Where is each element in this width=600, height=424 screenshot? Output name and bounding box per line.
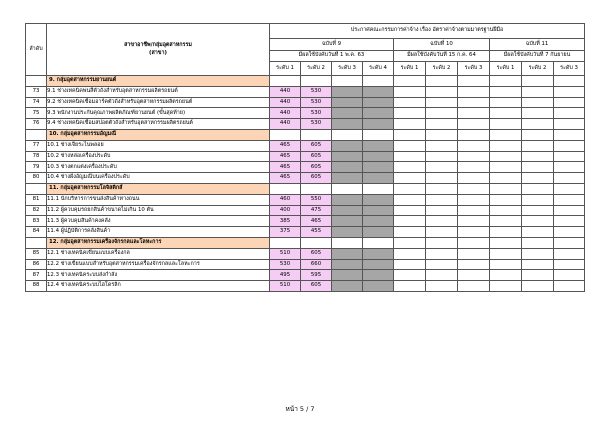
- level-header: ระดับ 2: [426, 62, 458, 76]
- edition-11-level-3: [554, 119, 585, 130]
- edition-10-level-2: [426, 259, 458, 270]
- group-blank-cell: [426, 183, 458, 194]
- occupation-name: 12.3 ช่างเทคนิคระบบส่งกำลัง: [47, 270, 270, 281]
- wage-level-1: 530: [270, 259, 301, 270]
- group-blank-cell: [490, 237, 522, 248]
- group-blank-cell: [522, 76, 554, 87]
- wage-level-1: 460: [270, 194, 301, 205]
- edition-10-effective: มีผลใช้บังคับวันที่ 15 ก.ค. 64: [394, 50, 490, 62]
- group-blank-cell: [394, 129, 426, 140]
- group-blank-cell: [490, 129, 522, 140]
- group-blank-cell: [301, 237, 332, 248]
- wage-level-3: [332, 140, 363, 151]
- edition-10-level-3: [458, 248, 490, 259]
- edition-10-level-2: [426, 86, 458, 97]
- occupation-name: 12.4 ช่างเทคนิคระบบไฮโดรลิก: [47, 281, 270, 292]
- edition-11-level-2: [522, 151, 554, 162]
- group-blank-cell: [332, 76, 363, 87]
- edition-10-level-3: [458, 140, 490, 151]
- wage-level-4: [363, 173, 394, 184]
- edition-11-level-3: [554, 248, 585, 259]
- wage-level-4: [363, 281, 394, 292]
- table-row: [26, 259, 585, 270]
- edition-10-level-1: [394, 281, 426, 292]
- edition-11-level-2: [522, 140, 554, 151]
- edition-10-level-1: [394, 205, 426, 216]
- occupation-name: 11.3 ผู้ควบคุมสินค้าคงคลัง: [47, 216, 270, 227]
- level-header: ระดับ 2: [301, 62, 332, 76]
- edition-10-level-1: [394, 216, 426, 227]
- edition-10-level-2: [426, 173, 458, 184]
- group-blank-cell: [426, 76, 458, 87]
- edition-10-label: ฉบับที่ 10: [394, 39, 490, 51]
- edition-11-level-3: [554, 140, 585, 151]
- group-blank-cell: [270, 183, 301, 194]
- announcement-title: ประกาศคณะกรรมการค่าจ้าง เรื่อง อัตราค่าจ้างตามมาตรฐานฝีมือ: [270, 24, 585, 39]
- table-row: [26, 151, 585, 162]
- wage-level-1: 495: [270, 270, 301, 281]
- wage-level-3: [332, 97, 363, 108]
- edition-10-level-1: [394, 162, 426, 173]
- wage-level-3: [332, 227, 363, 238]
- wage-level-3: [332, 281, 363, 292]
- row-number: 88: [26, 281, 47, 292]
- edition-10-level-2: [426, 108, 458, 119]
- edition-11-level-1: [490, 227, 522, 238]
- group-blank-cell: [458, 76, 490, 87]
- edition-11-level-3: [554, 97, 585, 108]
- row-number: 83: [26, 216, 47, 227]
- table-body: [26, 76, 585, 292]
- wage-level-1: 510: [270, 248, 301, 259]
- row-number: 87: [26, 270, 47, 281]
- edition-10-level-3: [458, 151, 490, 162]
- wage-level-2: 530: [301, 119, 332, 130]
- occupation-name: 11.4 ผู้ปฏิบัติการคลังสินค้า: [47, 227, 270, 238]
- wage-level-4: [363, 248, 394, 259]
- group-blank-cell: [458, 237, 490, 248]
- group-number-cell: [26, 183, 47, 194]
- level-header: ระดับ 1: [490, 62, 522, 76]
- edition-10-level-2: [426, 281, 458, 292]
- edition-10-level-1: [394, 97, 426, 108]
- edition-10-level-3: [458, 162, 490, 173]
- row-number: 78: [26, 151, 47, 162]
- wage-level-2: 605: [301, 248, 332, 259]
- wage-level-1: 440: [270, 97, 301, 108]
- level-header: ระดับ 2: [522, 62, 554, 76]
- edition-10-level-2: [426, 205, 458, 216]
- occupation-name: 9.2 ช่างเทคนิคเชื่อมอาร์คตัวถังสำหรับอุตสาหกรรมผลิตรถยนต์: [47, 97, 270, 108]
- occupation-name: 9.1 ช่างเทคนิคพ่นสีตัวถังสำหรับอุตสาหกรรมผลิตรถยนต์: [47, 86, 270, 97]
- wage-level-4: [363, 227, 394, 238]
- edition-10-level-1: [394, 119, 426, 130]
- table-row: [26, 194, 585, 205]
- edition-11-level-2: [522, 205, 554, 216]
- edition-11-level-1: [490, 151, 522, 162]
- group-blank-cell: [522, 237, 554, 248]
- group-blank-cell: [394, 76, 426, 87]
- edition-11-level-1: [490, 97, 522, 108]
- group-blank-cell: [522, 129, 554, 140]
- edition-11-level-3: [554, 194, 585, 205]
- edition-10-level-3: [458, 205, 490, 216]
- group-blank-cell: [301, 129, 332, 140]
- row-number: 80: [26, 173, 47, 184]
- edition-11-level-1: [490, 248, 522, 259]
- edition-9-label: ฉบับที่ 9: [270, 39, 394, 51]
- edition-11-level-1: [490, 216, 522, 227]
- column-header-number: ลำดับ: [26, 24, 47, 76]
- level-header: ระดับ 4: [363, 62, 394, 76]
- occupation-name: 10.2 ช่างหล่อเครื่องประดับ: [47, 151, 270, 162]
- edition-10-level-3: [458, 173, 490, 184]
- edition-10-level-2: [426, 270, 458, 281]
- occupation-name: 12.1 ช่างเทคนิคเขียนแบบเครื่องกล: [47, 248, 270, 259]
- edition-11-level-3: [554, 151, 585, 162]
- wage-level-2: 530: [301, 108, 332, 119]
- wage-level-1: 375: [270, 227, 301, 238]
- edition-10-level-3: [458, 86, 490, 97]
- edition-10-level-3: [458, 259, 490, 270]
- table-row: [26, 140, 585, 151]
- edition-11-level-2: [522, 108, 554, 119]
- wage-table: [25, 23, 585, 292]
- edition-11-level-1: [490, 270, 522, 281]
- table-header: [26, 24, 585, 76]
- wage-level-4: [363, 270, 394, 281]
- wage-level-4: [363, 194, 394, 205]
- edition-11-level-1: [490, 281, 522, 292]
- group-blank-cell: [426, 237, 458, 248]
- wage-level-4: [363, 205, 394, 216]
- column-header-occupation: [47, 24, 270, 76]
- level-header: ระดับ 1: [270, 62, 301, 76]
- edition-11-level-1: [490, 108, 522, 119]
- edition-10-level-1: [394, 270, 426, 281]
- wage-level-4: [363, 140, 394, 151]
- group-blank-cell: [554, 76, 585, 87]
- occupation-name: 11.1 นักบริหารการขนส่งสินค้าทางถนน: [47, 194, 270, 205]
- group-blank-cell: [301, 76, 332, 87]
- wage-level-3: [332, 270, 363, 281]
- page-number: หน้า 5 / 7: [285, 405, 315, 413]
- group-row: [26, 76, 585, 87]
- group-blank-cell: [332, 237, 363, 248]
- wage-level-1: 385: [270, 216, 301, 227]
- table-row: [26, 281, 585, 292]
- wage-level-4: [363, 216, 394, 227]
- wage-level-3: [332, 173, 363, 184]
- level-header: ระดับ 3: [554, 62, 585, 76]
- wage-level-1: 440: [270, 119, 301, 130]
- edition-11-label: ฉบับที่ 11: [490, 39, 585, 51]
- edition-11-level-1: [490, 162, 522, 173]
- row-number: 84: [26, 227, 47, 238]
- group-row: [26, 237, 585, 248]
- group-title: 11. กลุ่มอุตสาหกรรมโลจิสติกส์: [47, 183, 270, 194]
- wage-level-1: 465: [270, 173, 301, 184]
- group-blank-cell: [363, 129, 394, 140]
- edition-11-level-3: [554, 173, 585, 184]
- wage-level-3: [332, 205, 363, 216]
- wage-level-2: 660: [301, 259, 332, 270]
- edition-11-level-1: [490, 259, 522, 270]
- group-blank-cell: [270, 129, 301, 140]
- group-blank-cell: [270, 237, 301, 248]
- wage-level-3: [332, 108, 363, 119]
- group-blank-cell: [554, 183, 585, 194]
- table-row: [26, 216, 585, 227]
- edition-11-level-3: [554, 86, 585, 97]
- edition-11-level-2: [522, 216, 554, 227]
- table-row: [26, 227, 585, 238]
- edition-11-level-2: [522, 173, 554, 184]
- wage-level-2: 465: [301, 216, 332, 227]
- wage-level-3: [332, 194, 363, 205]
- edition-10-level-1: [394, 227, 426, 238]
- occupation-name: 10.4 ช่างฝังอัญมณีบนเครื่องประดับ: [47, 173, 270, 184]
- edition-10-level-2: [426, 227, 458, 238]
- group-blank-cell: [522, 183, 554, 194]
- edition-9-effective: มีผลใช้บังคับวันที่ 1 พ.ค. 63: [270, 50, 394, 62]
- group-blank-cell: [554, 129, 585, 140]
- group-row: [26, 129, 585, 140]
- edition-11-level-2: [522, 119, 554, 130]
- group-blank-cell: [363, 237, 394, 248]
- group-blank-cell: [490, 76, 522, 87]
- edition-10-level-3: [458, 281, 490, 292]
- group-blank-cell: [270, 76, 301, 87]
- edition-11-level-2: [522, 162, 554, 173]
- table-row: [26, 205, 585, 216]
- edition-11-level-2: [522, 227, 554, 238]
- wage-level-1: 440: [270, 108, 301, 119]
- wage-level-1: 465: [270, 140, 301, 151]
- edition-10-level-2: [426, 151, 458, 162]
- edition-10-level-2: [426, 162, 458, 173]
- group-number-cell: [26, 237, 47, 248]
- edition-10-level-1: [394, 259, 426, 270]
- wage-level-1: 465: [270, 162, 301, 173]
- wage-level-2: 605: [301, 173, 332, 184]
- row-number: 81: [26, 194, 47, 205]
- wage-level-4: [363, 108, 394, 119]
- occupation-name: 9.4 ช่างเทคนิคเชื่อมสปอตตัวถังสำหรับอุตสาหกรรมผลิตรถยนต์: [47, 119, 270, 130]
- group-blank-cell: [332, 129, 363, 140]
- edition-10-level-2: [426, 140, 458, 151]
- wage-level-4: [363, 97, 394, 108]
- table-row: [26, 270, 585, 281]
- edition-10-level-1: [394, 194, 426, 205]
- wage-level-2: 455: [301, 227, 332, 238]
- wage-level-2: 530: [301, 97, 332, 108]
- edition-10-level-1: [394, 140, 426, 151]
- group-number-cell: [26, 76, 47, 87]
- table-row: [26, 97, 585, 108]
- edition-10-level-3: [458, 227, 490, 238]
- edition-11-level-3: [554, 281, 585, 292]
- edition-11-level-2: [522, 259, 554, 270]
- group-blank-cell: [458, 129, 490, 140]
- edition-10-level-3: [458, 108, 490, 119]
- wage-level-2: 530: [301, 86, 332, 97]
- table-row: [26, 162, 585, 173]
- edition-11-level-2: [522, 281, 554, 292]
- table-row: [26, 173, 585, 184]
- group-row: [26, 183, 585, 194]
- row-number: 86: [26, 259, 47, 270]
- wage-level-3: [332, 216, 363, 227]
- edition-11-level-3: [554, 216, 585, 227]
- group-blank-cell: [363, 183, 394, 194]
- occupation-header-line2: (สาขา): [149, 49, 167, 56]
- edition-11-effective: มีผลใช้บังคับวันที่ 7 กันยายน: [490, 50, 585, 62]
- group-blank-cell: [301, 183, 332, 194]
- wage-level-2: 605: [301, 140, 332, 151]
- wage-level-2: 605: [301, 162, 332, 173]
- edition-10-level-2: [426, 119, 458, 130]
- edition-10-level-3: [458, 97, 490, 108]
- edition-10-level-2: [426, 216, 458, 227]
- edition-10-level-1: [394, 86, 426, 97]
- group-blank-cell: [458, 183, 490, 194]
- edition-11-level-1: [490, 86, 522, 97]
- wage-level-4: [363, 119, 394, 130]
- level-header: ระดับ 3: [458, 62, 490, 76]
- edition-11-level-2: [522, 248, 554, 259]
- group-number-cell: [26, 129, 47, 140]
- edition-10-level-2: [426, 97, 458, 108]
- wage-level-3: [332, 86, 363, 97]
- row-number: 79: [26, 162, 47, 173]
- edition-10-level-3: [458, 270, 490, 281]
- edition-11-level-1: [490, 205, 522, 216]
- edition-11-level-2: [522, 270, 554, 281]
- row-number: 74: [26, 97, 47, 108]
- wage-level-4: [363, 86, 394, 97]
- table-row: [26, 119, 585, 130]
- edition-10-level-3: [458, 119, 490, 130]
- wage-level-3: [332, 119, 363, 130]
- wage-level-1: 440: [270, 86, 301, 97]
- edition-11-level-3: [554, 227, 585, 238]
- group-title: 10. กลุ่มอุตสาหกรรมอัญมณี: [47, 129, 270, 140]
- row-number: 73: [26, 86, 47, 97]
- row-number: 76: [26, 119, 47, 130]
- edition-11-level-1: [490, 194, 522, 205]
- wage-level-3: [332, 162, 363, 173]
- wage-level-1: 400: [270, 205, 301, 216]
- edition-11-level-3: [554, 259, 585, 270]
- occupation-header-line1: สาขาอาชีพ/กลุ่มอุตสาหกรรม: [124, 42, 192, 49]
- group-title: 12. กลุ่มอุตสาหกรรมเครื่องจักรกลและโลหะการ: [47, 237, 270, 248]
- wage-level-2: 605: [301, 151, 332, 162]
- wage-level-4: [363, 259, 394, 270]
- edition-11-level-1: [490, 119, 522, 130]
- group-blank-cell: [363, 76, 394, 87]
- edition-11-level-2: [522, 194, 554, 205]
- wage-level-4: [363, 162, 394, 173]
- wage-level-1: 510: [270, 281, 301, 292]
- occupation-name: 12.2 ช่างเขียนแบบสำหรับอุตสาหกรรมเครื่องจักรกลและโลหะการ: [47, 259, 270, 270]
- row-number: 77: [26, 140, 47, 151]
- occupation-name: 10.3 ช่างตกแต่งเครื่องประดับ: [47, 162, 270, 173]
- wage-level-3: [332, 248, 363, 259]
- group-blank-cell: [394, 237, 426, 248]
- group-blank-cell: [490, 183, 522, 194]
- edition-10-level-3: [458, 216, 490, 227]
- occupation-name: 11.2 ผู้ควบคุมรถยกสินค้าขนาดไม่เกิน 10 ตัน: [47, 205, 270, 216]
- level-header: ระดับ 1: [394, 62, 426, 76]
- edition-11-level-3: [554, 205, 585, 216]
- edition-10-level-2: [426, 194, 458, 205]
- wage-level-4: [363, 151, 394, 162]
- edition-11-level-2: [522, 86, 554, 97]
- wage-level-3: [332, 151, 363, 162]
- wage-level-1: 465: [270, 151, 301, 162]
- wage-level-2: 475: [301, 205, 332, 216]
- row-number: 82: [26, 205, 47, 216]
- edition-10-level-1: [394, 248, 426, 259]
- edition-10-level-3: [458, 194, 490, 205]
- edition-11-level-3: [554, 162, 585, 173]
- edition-11-level-1: [490, 140, 522, 151]
- edition-10-level-1: [394, 108, 426, 119]
- group-blank-cell: [426, 129, 458, 140]
- wage-level-2: 595: [301, 270, 332, 281]
- edition-11-level-2: [522, 97, 554, 108]
- row-number: 85: [26, 248, 47, 259]
- edition-10-level-1: [394, 151, 426, 162]
- edition-11-level-3: [554, 108, 585, 119]
- occupation-name: 10.1 ช่างเจียระไนพลอย: [47, 140, 270, 151]
- edition-10-level-2: [426, 248, 458, 259]
- wage-level-3: [332, 259, 363, 270]
- group-title: 9. กลุ่มอุตสาหกรรมยานยนต์: [47, 76, 270, 87]
- wage-level-2: 605: [301, 281, 332, 292]
- occupation-name: 9.3 พนักงานประกันคุณภาพผลิตภัณฑ์ยานยนต์ (ขั้นสุดท้าย): [47, 108, 270, 119]
- row-number: 75: [26, 108, 47, 119]
- level-header: ระดับ 3: [332, 62, 363, 76]
- table-row: [26, 108, 585, 119]
- wage-level-2: 550: [301, 194, 332, 205]
- table-row: [26, 86, 585, 97]
- edition-11-level-1: [490, 173, 522, 184]
- group-blank-cell: [332, 183, 363, 194]
- group-blank-cell: [394, 183, 426, 194]
- table-row: [26, 248, 585, 259]
- edition-11-level-3: [554, 270, 585, 281]
- group-blank-cell: [554, 237, 585, 248]
- edition-10-level-1: [394, 173, 426, 184]
